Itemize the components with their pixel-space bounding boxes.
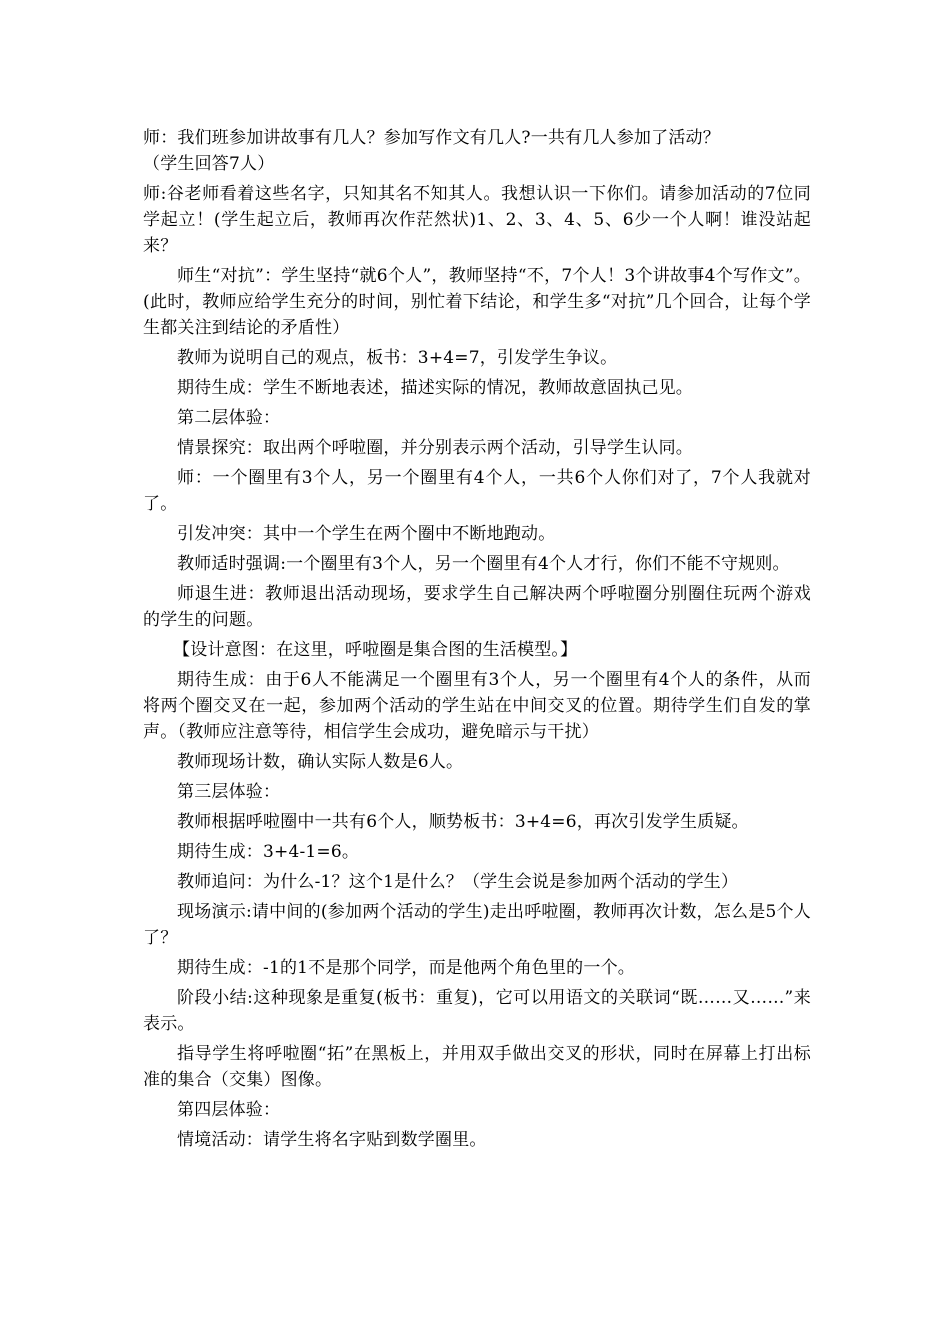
paragraph: 期待生成：-1的1不是那个同学，而是他两个角色里的一个。: [177, 958, 635, 978]
paragraph: 阶段小结:这种现象是重复(板书：重复)，它可以用语文的关联词“既……又……”来表示。: [143, 988, 811, 1034]
paragraph: 教师现场计数，确认实际人数是6人。: [177, 752, 464, 772]
paragraph: 师退生进：教师退出活动现场，要求学生自己解决两个呼啦圈分别圈住玩两个游戏的学生的问题。: [143, 584, 811, 630]
paragraph: 师：一个圈里有3个人，另一个圈里有4个人，一共6个人你们对了，7个人我就对了。: [143, 468, 811, 514]
paragraph: 教师适时强调:一个圈里有3个人，另一个圈里有4个人才行，你们不能不守规则。: [177, 554, 790, 574]
design-intent-note: 【设计意图：在这里，呼啦圈是集合图的生活模型。】: [173, 640, 578, 660]
paragraph: 现场演示:请中间的(参加两个活动的学生)走出呼啦圈，教师再次计数，怎么是5个人了？: [143, 902, 811, 948]
paragraph: 师生“对抗”：学生坚持“就6个人”，教师坚持“不，7个人！3个讲故事4个写作文”。(此时，教师应给学生充分的时间，别忙着下结论，和学生多“对抗”几个回合，让每个学生都关注到结论的矛盾性）: [143, 266, 811, 338]
paragraph: 期待生成：由于6人不能满足一个圈里有3个人，另一个圈里有4个人的条件，从而将两个圈交叉在一起，参加两个活动的学生站在中间交叉的位置。期待学生们自发的掌声。（教师应注意等待，相信学生会成功，避免暗示与干扰）: [143, 670, 811, 742]
paragraph: 情景探究：取出两个呼啦圈，并分别表示两个活动，引导学生认同。: [177, 438, 693, 458]
paragraph: 情境活动：请学生将名字贴到数学圈里。: [177, 1130, 487, 1150]
paragraph: （学生回答7人）: [143, 154, 275, 174]
paragraph: 指导学生将呼啦圈“拓”在黑板上，并用双手做出交叉的形状，同时在屏幕上打出标准的集合（交集）图像。: [143, 1044, 811, 1090]
section-heading: 第二层体验：: [177, 408, 281, 428]
paragraph: 期待生成：3+4-1=6。: [177, 842, 360, 862]
section-heading: 第四层体验：: [177, 1100, 281, 1120]
document-page: [143, 125, 811, 1157]
paragraph: 教师为说明自己的观点，板书：3+4=7，引发学生争议。: [177, 348, 618, 368]
paragraph: 教师根据呼啦圈中一共有6个人，顺势板书：3+4=6，再次引发学生质疑。: [177, 812, 749, 832]
paragraph: 师:谷老师看着这些名字，只知其名不知其人。我想认识一下你们。请参加活动的7位同学起立！(学生起立后，教师再次作茫然状)1、2、3、4、5、6少一个人啊！谁没站起来？: [143, 184, 811, 256]
section-heading: 第三层体验：: [177, 782, 281, 802]
paragraph: 师：我们班参加讲故事有几人？参加写作文有几人?一共有几人参加了活动？: [143, 128, 720, 148]
paragraph: 教师追问：为什么-1？这个1是什么？（学生会说是参加两个活动的学生）: [177, 872, 739, 892]
paragraph: 期待生成：学生不断地表述，描述实际的情况，教师故意固执己见。: [177, 378, 693, 398]
paragraph: 引发冲突：其中一个学生在两个圈中不断地跑动。: [177, 524, 556, 544]
